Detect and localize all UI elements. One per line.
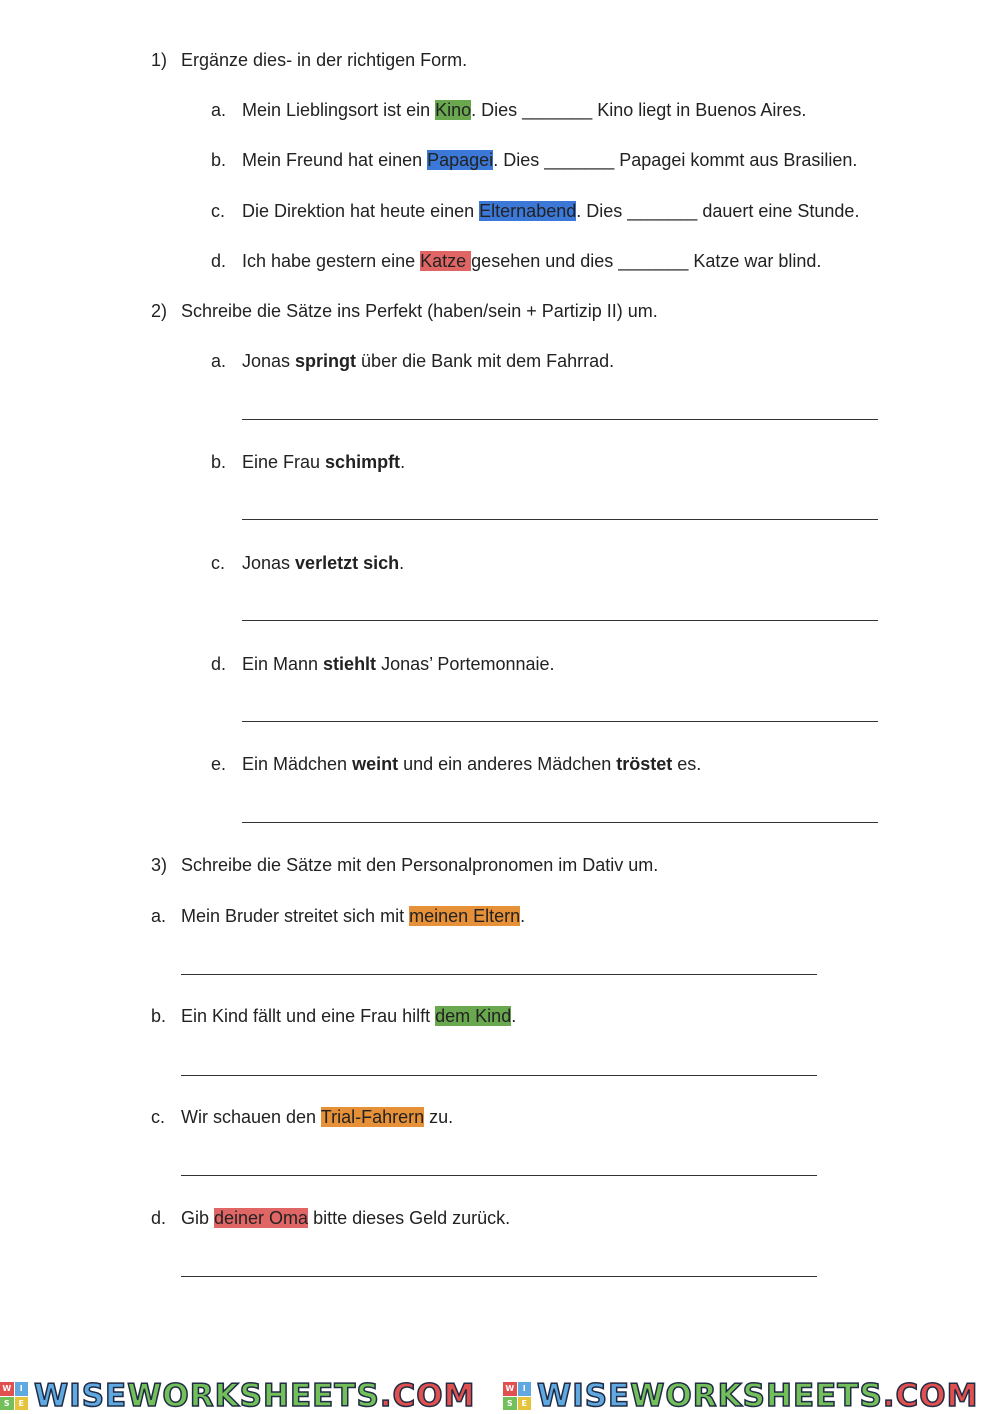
q2-item-a xyxy=(211,350,615,372)
answer-line[interactable] xyxy=(181,1276,817,1277)
item-letter: c. xyxy=(211,201,226,221)
verb-bold: springt xyxy=(295,351,357,371)
answer-line[interactable] xyxy=(181,1075,817,1076)
highlighted-phrase: dem Kind xyxy=(435,1006,512,1026)
brand-part: WISE xyxy=(34,1377,128,1414)
item-text: bitte dieses Geld zurück. xyxy=(308,1208,511,1228)
q1-item-b xyxy=(211,149,858,171)
item-text: . xyxy=(399,553,405,573)
item-text: Mein Lieblingsort ist ein xyxy=(242,100,436,120)
q3-item-b xyxy=(151,1005,517,1027)
item-text: . xyxy=(520,906,526,926)
answer-line[interactable] xyxy=(181,974,817,975)
item-letter: b. xyxy=(211,150,227,170)
brand-wordmark xyxy=(537,1377,979,1414)
wise-logo-icon xyxy=(503,1382,531,1410)
q2-prompt: Schreibe die Sätze ins Perfekt (haben/sein + Partizip II) um. xyxy=(181,301,658,321)
item-text: und ein anderes Mädchen xyxy=(398,754,617,774)
answer-line[interactable] xyxy=(242,519,878,520)
item-text: . xyxy=(511,1006,517,1026)
item-letter: b. xyxy=(211,452,227,472)
verb-bold: schimpft xyxy=(325,452,401,472)
brand-part: WORKSHEETS xyxy=(630,1377,883,1414)
item-text: über die Bank mit dem Fahrrad. xyxy=(356,351,615,371)
brand-part: WORKSHEETS xyxy=(127,1377,380,1414)
q3-item-c xyxy=(151,1106,454,1128)
item-text: Ein Mann xyxy=(242,654,324,674)
highlighted-noun: Kino xyxy=(435,100,472,120)
q1-prompt: Ergänze dies- in der richtigen Form. xyxy=(181,50,468,70)
item-text: Mein Bruder streitet sich mit xyxy=(181,906,410,926)
q2-heading xyxy=(151,300,658,322)
logo-letter: S xyxy=(0,1397,14,1411)
item-text: gesehen und dies _______ Katze war blind. xyxy=(471,251,822,271)
brand-part: WISE xyxy=(537,1377,631,1414)
item-letter: d. xyxy=(211,654,227,674)
q3-heading xyxy=(151,854,659,876)
logo-letter: I xyxy=(15,1382,29,1396)
item-text: Ich habe gestern eine xyxy=(242,251,421,271)
q1-item-c xyxy=(211,200,860,222)
q2-item-e xyxy=(211,753,702,775)
q1-number: 1) xyxy=(151,50,168,70)
verb-bold: stiehlt xyxy=(323,654,377,674)
answer-line[interactable] xyxy=(242,419,878,420)
item-letter: a. xyxy=(151,906,167,926)
logo-letter: W xyxy=(0,1382,14,1396)
item-letter: c. xyxy=(151,1107,166,1127)
q3-item-a xyxy=(151,905,526,927)
highlighted-phrase: Trial-Fahrern xyxy=(320,1107,425,1127)
answer-line[interactable] xyxy=(181,1175,817,1176)
logo-letter: W xyxy=(503,1382,517,1396)
verb-bold: weint xyxy=(352,754,399,774)
item-text: es. xyxy=(672,754,702,774)
item-text: . xyxy=(400,452,406,472)
verb-bold: tröstet xyxy=(616,754,673,774)
brand-logo-group xyxy=(0,1377,497,1414)
footer-brand xyxy=(0,1378,1000,1414)
q1-item-a xyxy=(211,99,807,121)
item-text: Die Direktion hat heute einen xyxy=(242,201,480,221)
q2-item-d xyxy=(211,653,555,675)
highlighted-noun: Katze xyxy=(420,251,472,271)
item-letter: b. xyxy=(151,1006,167,1026)
item-text: Ein Kind fällt und eine Frau hilft xyxy=(181,1006,436,1026)
item-letter: a. xyxy=(211,100,227,120)
highlighted-phrase: deiner Oma xyxy=(214,1208,309,1228)
q1-heading xyxy=(151,49,468,71)
brand-logo-group xyxy=(503,1377,1000,1414)
brand-wordmark xyxy=(34,1377,476,1414)
verb-bold: verletzt sich xyxy=(295,553,400,573)
item-text: zu. xyxy=(424,1107,454,1127)
highlighted-noun: Papagei xyxy=(427,150,494,170)
q2-number: 2) xyxy=(151,301,168,321)
q2-item-c xyxy=(211,552,405,574)
item-text: Ein Mädchen xyxy=(242,754,353,774)
item-text: . Dies _______ dauert eine Stunde. xyxy=(576,201,860,221)
item-text: Jonas xyxy=(242,351,296,371)
answer-line[interactable] xyxy=(242,822,878,823)
item-text: Jonas’ Portemonnaie. xyxy=(376,654,555,674)
q3-number: 3) xyxy=(151,855,168,875)
brand-part: .COM xyxy=(379,1377,476,1414)
answer-line[interactable] xyxy=(242,721,878,722)
logo-letter: I xyxy=(518,1382,532,1396)
item-letter: d. xyxy=(151,1208,167,1228)
item-text: Gib xyxy=(181,1208,215,1228)
item-letter: e. xyxy=(211,754,227,774)
item-text: Wir schauen den xyxy=(181,1107,321,1127)
item-letter: d. xyxy=(211,251,227,271)
item-text: Eine Frau xyxy=(242,452,326,472)
item-text: . Dies _______ Kino liegt in Buenos Aires. xyxy=(471,100,807,120)
item-letter: c. xyxy=(211,553,226,573)
highlighted-noun: Elternabend xyxy=(479,201,577,221)
item-text: Jonas xyxy=(242,553,296,573)
item-text: Mein Freund hat einen xyxy=(242,150,428,170)
wise-logo-icon xyxy=(0,1382,28,1410)
logo-letter: E xyxy=(15,1397,29,1411)
highlighted-phrase: meinen Eltern xyxy=(409,906,521,926)
item-text: . Dies _______ Papagei kommt aus Brasilien. xyxy=(493,150,858,170)
q3-prompt: Schreibe die Sätze mit den Personalpronomen im Dativ um. xyxy=(181,855,659,875)
logo-letter: S xyxy=(503,1397,517,1411)
q3-item-d xyxy=(151,1207,511,1229)
item-letter: a. xyxy=(211,351,227,371)
answer-line[interactable] xyxy=(242,620,878,621)
q1-item-d xyxy=(211,250,822,272)
logo-letter: E xyxy=(518,1397,532,1411)
brand-part: .COM xyxy=(882,1377,979,1414)
q2-item-b xyxy=(211,451,406,473)
